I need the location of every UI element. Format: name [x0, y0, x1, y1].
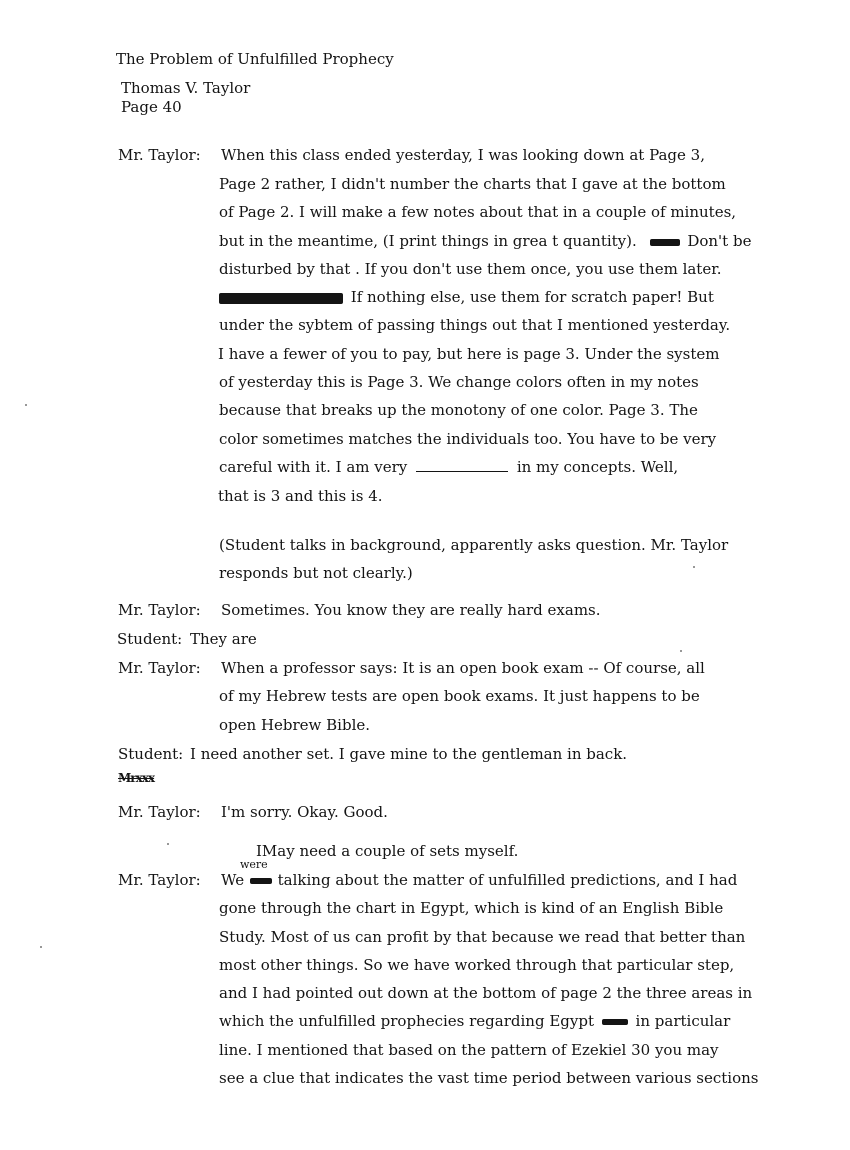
transcript-line: [219, 1012, 730, 1030]
scan-speck: [167, 843, 169, 845]
transcript-aside: (Student talks in background, apparently asks question. Mr. Taylor: [219, 536, 729, 554]
transcript-line: When this class ended yesterday, I was looking down at Page 3,: [221, 146, 705, 164]
transcript-line: When a professor says: It is an open book exam -- Of course, all: [221, 659, 705, 677]
transcript-insert: IMay need a couple of sets myself.: [256, 842, 519, 860]
transcript-line: of Page 2. I will make a few notes about that in a couple of minutes,: [219, 203, 737, 221]
speaker-label: Mr. Taylor:: [118, 659, 201, 677]
transcript-line: [219, 288, 714, 306]
transcript-line: see a clue that indicates the vast time period between various sections: [219, 1069, 759, 1087]
transcript-text: which the unfulfilled prophecies regarding Egypt: [219, 1012, 594, 1030]
transcript-text: We: [221, 871, 245, 889]
transcript-aside: responds but not clearly.): [219, 564, 413, 582]
blank-line: [416, 459, 508, 472]
transcript-line: [221, 871, 737, 889]
transcript-line: Page 2 rather, I didn't number the charts that I gave at the bottom: [219, 175, 726, 193]
transcript-line: of my Hebrew tests are open book exams. It just happens to be: [219, 687, 700, 705]
speaker-label: Student:: [118, 745, 184, 763]
scan-speck: [693, 566, 695, 568]
speaker-label: Mr. Taylor:: [118, 871, 201, 889]
transcript-text: Don't be: [687, 232, 752, 250]
transcript-line: I have a fewer of you to pay, but here is page 3. Under the system: [218, 345, 720, 363]
document-title: The Problem of Unfulfilled Prophecy: [116, 50, 394, 68]
struck-out-text: Mrxxx: [118, 771, 155, 785]
strikeout-mark: [602, 1019, 628, 1025]
speaker-label: Mr. Taylor:: [118, 601, 201, 619]
transcript-line: I need another set. I gave mine to the gentleman in back.: [190, 745, 628, 763]
transcript-text: If nothing else, use them for scratch paper! But: [350, 288, 714, 306]
transcript-line: under the sybtem of passing things out that I mentioned yesterday.: [219, 316, 731, 334]
transcript-line: They are: [190, 630, 257, 648]
scan-speck: [40, 946, 42, 948]
page-number: Page 40: [121, 98, 182, 116]
transcript-line: of yesterday this is Page 3. We change colors often in my notes: [219, 373, 699, 391]
transcript-line: [219, 458, 678, 476]
transcript-text: in particular: [635, 1012, 731, 1030]
speaker-label: Mr. Taylor:: [118, 803, 201, 821]
speaker-label: Student:: [117, 630, 183, 648]
transcript-line: Sometimes. You know they are really hard exams.: [221, 601, 601, 619]
scan-speck: [25, 404, 27, 406]
transcript-text: in my concepts. Well,: [516, 458, 679, 476]
transcript-text: talking about the matter of unfulfilled predictions, and I had: [277, 871, 738, 889]
document-author: Thomas V. Taylor: [121, 79, 251, 97]
transcript-line: open Hebrew Bible.: [219, 716, 371, 734]
strikeout-mark: [250, 878, 272, 884]
transcript-line: most other things. So we have worked through that particular step,: [219, 956, 735, 974]
transcript-line: I'm sorry. Okay. Good.: [221, 803, 388, 821]
redaction-mark: [219, 293, 343, 304]
scan-speck: [680, 650, 682, 652]
transcript-line: disturbed by that . If you don't use them once, you use them later.: [219, 260, 722, 278]
transcript-line: Study. Most of us can profit by that because we read that better than: [219, 928, 746, 946]
transcript-line: line. I mentioned that based on the pattern of Ezekiel 30 you may: [219, 1041, 719, 1059]
handwritten-correction: were: [240, 858, 268, 871]
redaction-mark: [650, 239, 680, 246]
transcript-line: and I had pointed out down at the bottom of page 2 the three areas in: [219, 984, 753, 1002]
transcript-line: color sometimes matches the individuals too. You have to be very: [219, 430, 717, 448]
transcript-line: that is 3 and this is 4.: [218, 487, 383, 505]
transcript-line: [219, 232, 751, 250]
transcript-line: gone through the chart in Egypt, which is kind of an English Bible: [219, 899, 724, 917]
transcript-text: careful with it. I am very: [219, 458, 408, 476]
transcript-text: but in the meantime, (I print things in grea t quantity).: [219, 232, 637, 250]
speaker-label: Mr. Taylor:: [118, 146, 201, 164]
transcript-line: because that breaks up the monotony of one color. Page 3. The: [219, 401, 698, 419]
